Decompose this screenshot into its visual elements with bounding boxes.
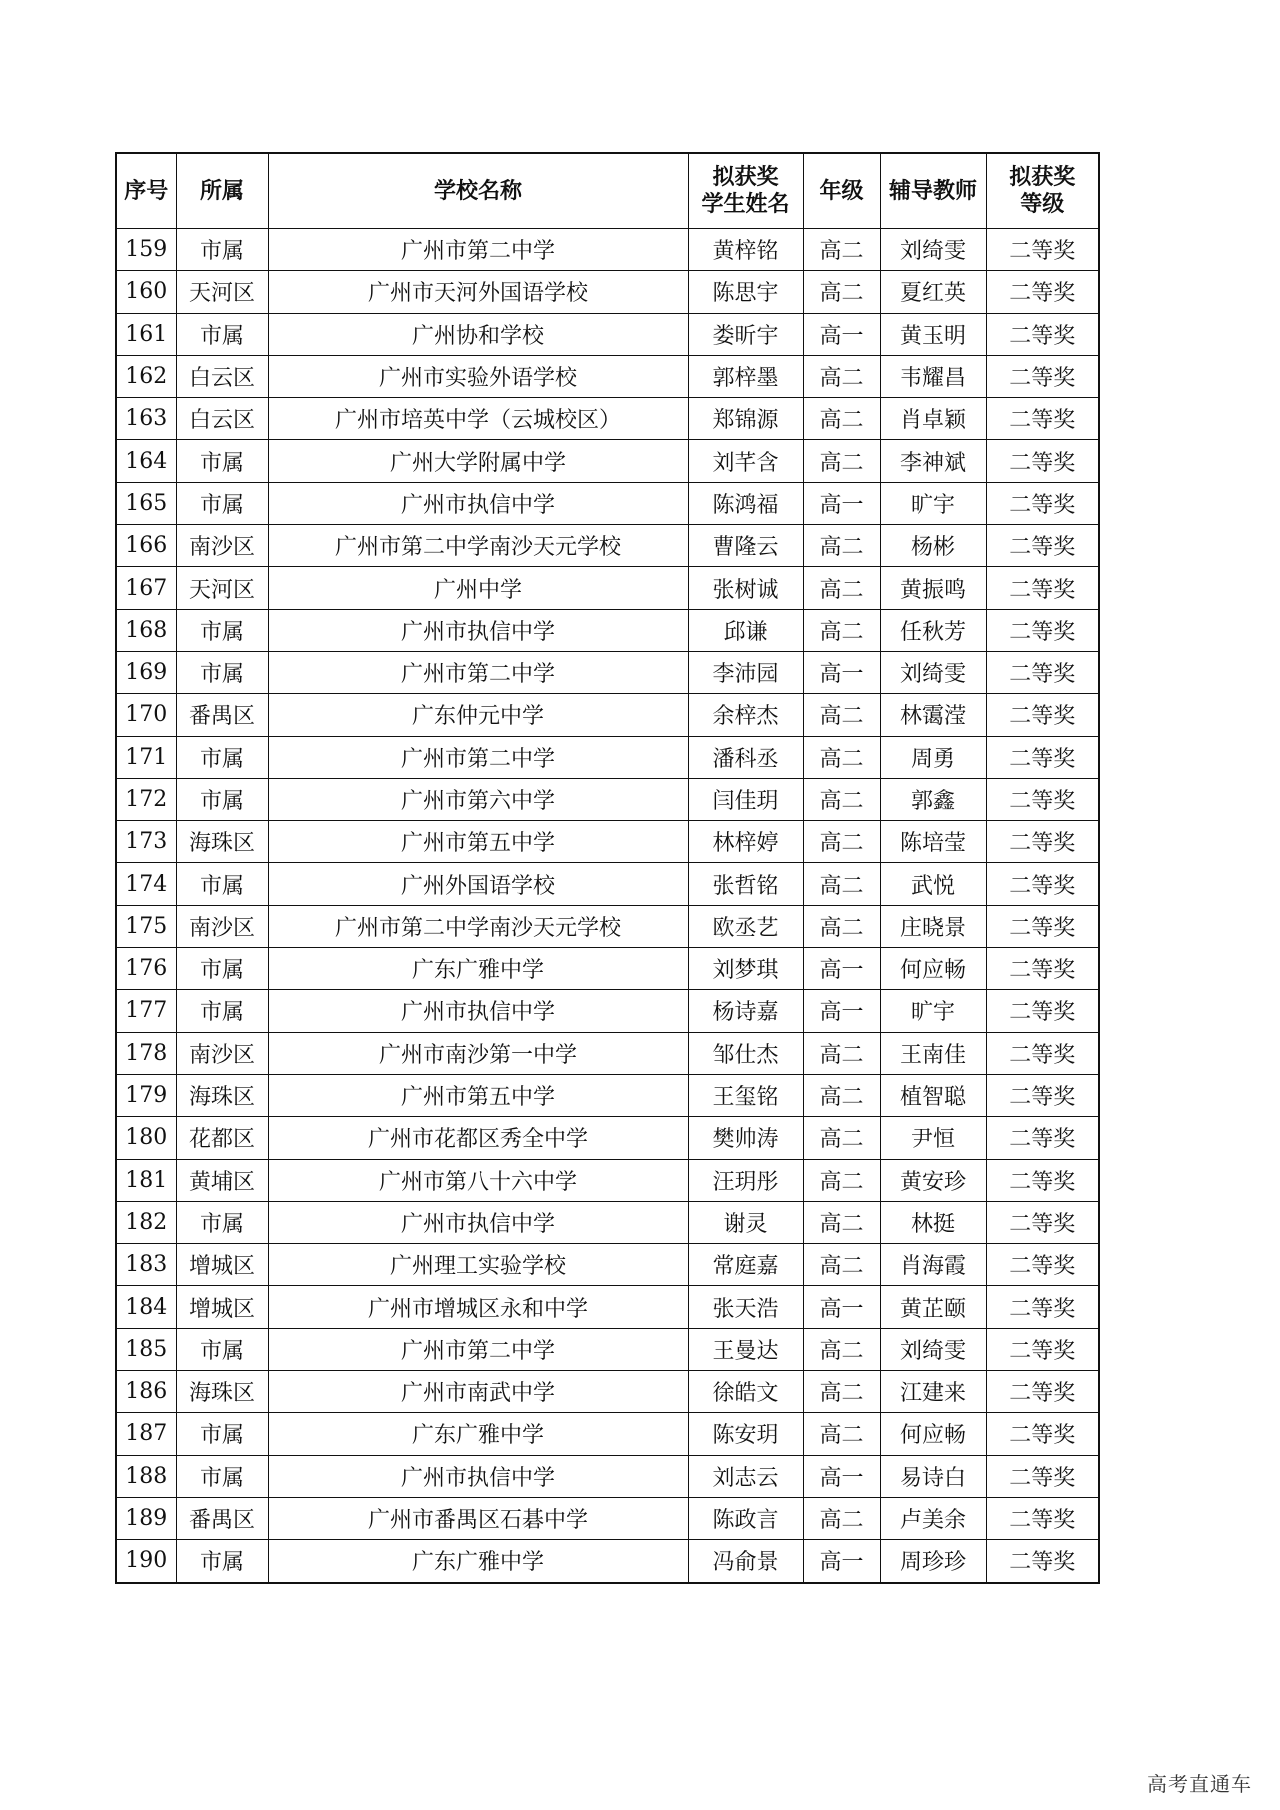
table-row — [116, 1497, 1099, 1539]
cell-teacher: 何应畅 — [880, 1413, 986, 1455]
cell-student: 林梓婷 — [688, 821, 803, 863]
cell-school: 广东广雅中学 — [268, 1540, 688, 1583]
cell-grade: 高二 — [803, 863, 880, 905]
cell-school: 广州市南沙第一中学 — [268, 1032, 688, 1074]
cell-district: 海珠区 — [176, 1074, 268, 1116]
cell-index: 174 — [116, 863, 176, 905]
table-row — [116, 1201, 1099, 1243]
cell-teacher: 郭鑫 — [880, 778, 986, 820]
cell-student: 余梓杰 — [688, 694, 803, 736]
cell-index: 166 — [116, 525, 176, 567]
cell-index: 187 — [116, 1413, 176, 1455]
cell-teacher: 黄振鸣 — [880, 567, 986, 609]
cell-grade: 高二 — [803, 525, 880, 567]
cell-grade: 高二 — [803, 905, 880, 947]
cell-grade: 高二 — [803, 398, 880, 440]
cell-grade: 高二 — [803, 440, 880, 482]
cell-award: 二等奖 — [986, 1413, 1099, 1455]
cell-grade: 高二 — [803, 1371, 880, 1413]
cell-award: 二等奖 — [986, 1032, 1099, 1074]
cell-district: 市属 — [176, 990, 268, 1032]
table-row — [116, 609, 1099, 651]
cell-grade: 高二 — [803, 736, 880, 778]
cell-award: 二等奖 — [986, 863, 1099, 905]
cell-school: 广州市第六中学 — [268, 778, 688, 820]
cell-award: 二等奖 — [986, 313, 1099, 355]
cell-teacher: 尹恒 — [880, 1117, 986, 1159]
table-row — [116, 567, 1099, 609]
cell-district: 市属 — [176, 1328, 268, 1370]
cell-student: 王曼达 — [688, 1328, 803, 1370]
cell-school: 广州市执信中学 — [268, 1201, 688, 1243]
cell-teacher: 李神斌 — [880, 440, 986, 482]
cell-district: 南沙区 — [176, 1032, 268, 1074]
cell-award: 二等奖 — [986, 1074, 1099, 1116]
cell-student: 常庭嘉 — [688, 1244, 803, 1286]
cell-award: 二等奖 — [986, 1117, 1099, 1159]
cell-district: 南沙区 — [176, 525, 268, 567]
cell-award: 二等奖 — [986, 1455, 1099, 1497]
cell-district: 市属 — [176, 482, 268, 524]
table-body — [116, 229, 1099, 1583]
table-row — [116, 229, 1099, 271]
cell-teacher: 卢美余 — [880, 1497, 986, 1539]
cell-grade: 高二 — [803, 1413, 880, 1455]
cell-school: 广州市执信中学 — [268, 482, 688, 524]
header-student-line2: 学生姓名 — [701, 192, 790, 217]
cell-index: 161 — [116, 313, 176, 355]
cell-teacher: 林霭滢 — [880, 694, 986, 736]
cell-award: 二等奖 — [986, 271, 1099, 313]
cell-grade: 高二 — [803, 229, 880, 271]
cell-index: 160 — [116, 271, 176, 313]
cell-teacher: 任秋芳 — [880, 609, 986, 651]
cell-index: 185 — [116, 1328, 176, 1370]
cell-district: 市属 — [176, 609, 268, 651]
cell-district: 天河区 — [176, 567, 268, 609]
cell-district: 花都区 — [176, 1117, 268, 1159]
cell-grade: 高二 — [803, 1117, 880, 1159]
cell-teacher: 刘绮雯 — [880, 229, 986, 271]
cell-award: 二等奖 — [986, 1244, 1099, 1286]
cell-teacher: 肖卓颖 — [880, 398, 986, 440]
cell-index: 165 — [116, 482, 176, 524]
cell-student: 欧丞艺 — [688, 905, 803, 947]
header-index: 序号 — [116, 153, 176, 229]
cell-teacher: 武悦 — [880, 863, 986, 905]
cell-teacher: 刘绮雯 — [880, 1328, 986, 1370]
cell-school: 广州市增城区永和中学 — [268, 1286, 688, 1328]
table-row — [116, 948, 1099, 990]
cell-index: 183 — [116, 1244, 176, 1286]
cell-teacher: 杨彬 — [880, 525, 986, 567]
cell-grade: 高二 — [803, 821, 880, 863]
cell-student: 汪玥彤 — [688, 1159, 803, 1201]
header-row — [116, 153, 1099, 229]
table-row — [116, 1371, 1099, 1413]
cell-student: 黄梓铭 — [688, 229, 803, 271]
table-row — [116, 398, 1099, 440]
cell-school: 广州市第八十六中学 — [268, 1159, 688, 1201]
cell-school: 广州市天河外国语学校 — [268, 271, 688, 313]
table-row — [116, 736, 1099, 778]
cell-school: 广东广雅中学 — [268, 1413, 688, 1455]
cell-student: 樊帅涛 — [688, 1117, 803, 1159]
cell-district: 市属 — [176, 948, 268, 990]
table-row — [116, 1286, 1099, 1328]
cell-award: 二等奖 — [986, 355, 1099, 397]
cell-award: 二等奖 — [986, 1540, 1099, 1583]
cell-school: 广州市执信中学 — [268, 1455, 688, 1497]
cell-index: 175 — [116, 905, 176, 947]
cell-school: 广州市第二中学 — [268, 229, 688, 271]
cell-teacher: 王南佳 — [880, 1032, 986, 1074]
cell-grade: 高一 — [803, 651, 880, 693]
cell-student: 徐皓文 — [688, 1371, 803, 1413]
cell-district: 市属 — [176, 1540, 268, 1583]
cell-index: 181 — [116, 1159, 176, 1201]
cell-grade: 高二 — [803, 1244, 880, 1286]
cell-school: 广州大学附属中学 — [268, 440, 688, 482]
cell-district: 市属 — [176, 736, 268, 778]
cell-grade: 高二 — [803, 1497, 880, 1539]
cell-student: 刘志云 — [688, 1455, 803, 1497]
cell-index: 170 — [116, 694, 176, 736]
cell-school: 广州市第二中学 — [268, 736, 688, 778]
cell-index: 180 — [116, 1117, 176, 1159]
cell-teacher: 何应畅 — [880, 948, 986, 990]
cell-teacher: 旷宇 — [880, 990, 986, 1032]
cell-school: 广州中学 — [268, 567, 688, 609]
cell-award: 二等奖 — [986, 651, 1099, 693]
table-row — [116, 482, 1099, 524]
table-row — [116, 440, 1099, 482]
cell-school: 广州市培英中学（云城校区） — [268, 398, 688, 440]
cell-student: 李沛园 — [688, 651, 803, 693]
table-row — [116, 905, 1099, 947]
cell-school: 广州协和学校 — [268, 313, 688, 355]
cell-grade: 高一 — [803, 990, 880, 1032]
cell-award: 二等奖 — [986, 1159, 1099, 1201]
cell-teacher: 林挺 — [880, 1201, 986, 1243]
cell-district: 黄埔区 — [176, 1159, 268, 1201]
cell-award: 二等奖 — [986, 736, 1099, 778]
cell-district: 天河区 — [176, 271, 268, 313]
cell-student: 张树诚 — [688, 567, 803, 609]
cell-award: 二等奖 — [986, 482, 1099, 524]
cell-award: 二等奖 — [986, 1371, 1099, 1413]
header-award — [986, 153, 1099, 229]
cell-index: 172 — [116, 778, 176, 820]
table-row — [116, 821, 1099, 863]
cell-district: 市属 — [176, 863, 268, 905]
cell-index: 168 — [116, 609, 176, 651]
cell-district: 市属 — [176, 440, 268, 482]
table-row — [116, 1117, 1099, 1159]
table-row — [116, 1328, 1099, 1370]
cell-student: 杨诗嘉 — [688, 990, 803, 1032]
cell-index: 179 — [116, 1074, 176, 1116]
cell-teacher: 黄芷颐 — [880, 1286, 986, 1328]
cell-award: 二等奖 — [986, 905, 1099, 947]
cell-index: 159 — [116, 229, 176, 271]
cell-district: 市属 — [176, 1413, 268, 1455]
cell-student: 张天浩 — [688, 1286, 803, 1328]
cell-teacher: 韦耀昌 — [880, 355, 986, 397]
header-award-line2: 等级 — [1020, 192, 1065, 217]
cell-school: 广东广雅中学 — [268, 948, 688, 990]
table-row — [116, 1244, 1099, 1286]
cell-school: 广州外国语学校 — [268, 863, 688, 905]
cell-award: 二等奖 — [986, 1497, 1099, 1539]
cell-grade: 高一 — [803, 948, 880, 990]
cell-teacher: 周珍珍 — [880, 1540, 986, 1583]
cell-school: 广州市第二中学南沙天元学校 — [268, 905, 688, 947]
cell-district: 番禺区 — [176, 694, 268, 736]
cell-award: 二等奖 — [986, 440, 1099, 482]
cell-award: 二等奖 — [986, 229, 1099, 271]
header-teacher: 辅导教师 — [880, 153, 986, 229]
cell-district: 增城区 — [176, 1244, 268, 1286]
cell-school: 广州市执信中学 — [268, 990, 688, 1032]
cell-grade: 高二 — [803, 271, 880, 313]
watermark: 高考直通车 — [1147, 1772, 1252, 1796]
cell-grade: 高二 — [803, 1074, 880, 1116]
award-table — [115, 152, 1100, 1584]
cell-student: 邹仕杰 — [688, 1032, 803, 1074]
cell-award: 二等奖 — [986, 948, 1099, 990]
cell-index: 176 — [116, 948, 176, 990]
table-row — [116, 1074, 1099, 1116]
header-award-line1: 拟获奖 — [1009, 165, 1076, 190]
cell-district: 市属 — [176, 1201, 268, 1243]
cell-grade: 高二 — [803, 609, 880, 651]
cell-grade: 高二 — [803, 694, 880, 736]
cell-student: 闫佳玥 — [688, 778, 803, 820]
cell-district: 南沙区 — [176, 905, 268, 947]
cell-school: 广州市第五中学 — [268, 1074, 688, 1116]
cell-index: 178 — [116, 1032, 176, 1074]
cell-grade: 高二 — [803, 355, 880, 397]
cell-school: 广州市花都区秀全中学 — [268, 1117, 688, 1159]
cell-index: 188 — [116, 1455, 176, 1497]
table-row — [116, 694, 1099, 736]
header-student — [688, 153, 803, 229]
cell-teacher: 黄安珍 — [880, 1159, 986, 1201]
cell-teacher: 刘绮雯 — [880, 651, 986, 693]
table-row — [116, 863, 1099, 905]
cell-school: 广州市第二中学南沙天元学校 — [268, 525, 688, 567]
cell-teacher: 易诗白 — [880, 1455, 986, 1497]
cell-student: 冯俞景 — [688, 1540, 803, 1583]
cell-award: 二等奖 — [986, 609, 1099, 651]
cell-student: 王玺铭 — [688, 1074, 803, 1116]
cell-index: 190 — [116, 1540, 176, 1583]
cell-district: 市属 — [176, 778, 268, 820]
table-row — [116, 651, 1099, 693]
cell-district: 增城区 — [176, 1286, 268, 1328]
cell-index: 186 — [116, 1371, 176, 1413]
cell-index: 182 — [116, 1201, 176, 1243]
cell-district: 白云区 — [176, 355, 268, 397]
table-row — [116, 313, 1099, 355]
cell-student: 娄昕宇 — [688, 313, 803, 355]
cell-index: 177 — [116, 990, 176, 1032]
cell-school: 广州市执信中学 — [268, 609, 688, 651]
cell-school: 广州市实验外语学校 — [268, 355, 688, 397]
header-district: 所属 — [176, 153, 268, 229]
cell-student: 郑锦源 — [688, 398, 803, 440]
cell-student: 陈安玥 — [688, 1413, 803, 1455]
table-header — [116, 153, 1099, 229]
cell-grade: 高二 — [803, 1201, 880, 1243]
header-school: 学校名称 — [268, 153, 688, 229]
cell-school: 广州市南武中学 — [268, 1371, 688, 1413]
cell-district: 市属 — [176, 1455, 268, 1497]
cell-school: 广州理工实验学校 — [268, 1244, 688, 1286]
cell-student: 刘芊含 — [688, 440, 803, 482]
table-row — [116, 1413, 1099, 1455]
cell-district: 市属 — [176, 313, 268, 355]
cell-index: 173 — [116, 821, 176, 863]
cell-school: 广州市第二中学 — [268, 1328, 688, 1370]
cell-school: 广州市第五中学 — [268, 821, 688, 863]
cell-teacher: 陈培莹 — [880, 821, 986, 863]
cell-school: 广州市第二中学 — [268, 651, 688, 693]
cell-award: 二等奖 — [986, 1286, 1099, 1328]
cell-student: 邱谦 — [688, 609, 803, 651]
cell-index: 189 — [116, 1497, 176, 1539]
cell-index: 162 — [116, 355, 176, 397]
table-row — [116, 990, 1099, 1032]
cell-index: 184 — [116, 1286, 176, 1328]
cell-grade: 高二 — [803, 567, 880, 609]
cell-teacher: 夏红英 — [880, 271, 986, 313]
cell-teacher: 黄玉明 — [880, 313, 986, 355]
cell-grade: 高二 — [803, 778, 880, 820]
cell-district: 海珠区 — [176, 1371, 268, 1413]
cell-index: 169 — [116, 651, 176, 693]
cell-student: 潘科丞 — [688, 736, 803, 778]
header-student-line1: 拟获奖 — [712, 165, 779, 190]
table-row — [116, 1455, 1099, 1497]
cell-district: 白云区 — [176, 398, 268, 440]
cell-grade: 高一 — [803, 1286, 880, 1328]
table-row — [116, 525, 1099, 567]
cell-teacher: 肖海霞 — [880, 1244, 986, 1286]
cell-index: 171 — [116, 736, 176, 778]
cell-teacher: 江建来 — [880, 1371, 986, 1413]
cell-award: 二等奖 — [986, 525, 1099, 567]
cell-school: 广东仲元中学 — [268, 694, 688, 736]
cell-index: 164 — [116, 440, 176, 482]
cell-teacher: 庄晓景 — [880, 905, 986, 947]
cell-student: 陈政言 — [688, 1497, 803, 1539]
cell-grade: 高二 — [803, 1328, 880, 1370]
cell-grade: 高一 — [803, 1455, 880, 1497]
table-row — [116, 271, 1099, 313]
cell-award: 二等奖 — [986, 990, 1099, 1032]
cell-student: 郭梓墨 — [688, 355, 803, 397]
cell-award: 二等奖 — [986, 398, 1099, 440]
cell-school: 广州市番禺区石碁中学 — [268, 1497, 688, 1539]
cell-teacher: 周勇 — [880, 736, 986, 778]
cell-district: 市属 — [176, 229, 268, 271]
cell-student: 谢灵 — [688, 1201, 803, 1243]
cell-index: 167 — [116, 567, 176, 609]
table-row — [116, 355, 1099, 397]
cell-grade: 高一 — [803, 313, 880, 355]
cell-grade: 高一 — [803, 1540, 880, 1583]
cell-student: 陈鸿福 — [688, 482, 803, 524]
cell-teacher: 旷宇 — [880, 482, 986, 524]
cell-index: 163 — [116, 398, 176, 440]
table-row — [116, 1159, 1099, 1201]
cell-award: 二等奖 — [986, 821, 1099, 863]
table-row — [116, 1540, 1099, 1583]
cell-award: 二等奖 — [986, 567, 1099, 609]
cell-award: 二等奖 — [986, 694, 1099, 736]
cell-grade: 高二 — [803, 1032, 880, 1074]
cell-award: 二等奖 — [986, 1328, 1099, 1370]
cell-award: 二等奖 — [986, 1201, 1099, 1243]
cell-grade: 高一 — [803, 482, 880, 524]
cell-district: 海珠区 — [176, 821, 268, 863]
table-row — [116, 778, 1099, 820]
cell-grade: 高二 — [803, 1159, 880, 1201]
cell-teacher: 植智聪 — [880, 1074, 986, 1116]
cell-district: 番禺区 — [176, 1497, 268, 1539]
cell-award: 二等奖 — [986, 778, 1099, 820]
cell-student: 刘梦琪 — [688, 948, 803, 990]
cell-district: 市属 — [176, 651, 268, 693]
header-grade: 年级 — [803, 153, 880, 229]
cell-student: 张哲铭 — [688, 863, 803, 905]
table-row — [116, 1032, 1099, 1074]
cell-student: 曹隆云 — [688, 525, 803, 567]
cell-student: 陈思宇 — [688, 271, 803, 313]
